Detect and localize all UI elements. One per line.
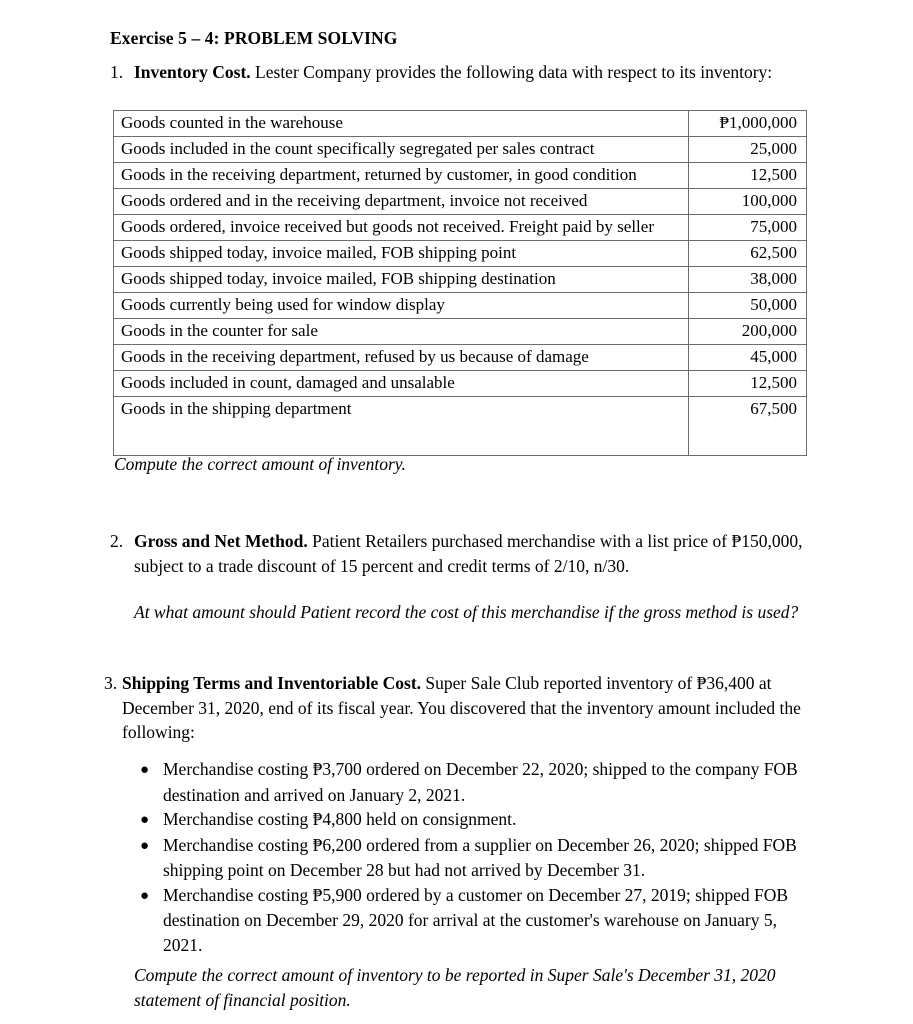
bullet-icon: ●: [140, 812, 150, 828]
row-label: Goods shipped today, invoice mailed, FOB shipping destination: [114, 267, 689, 293]
row-amount: 200,000: [689, 319, 807, 345]
table-row: [114, 189, 807, 215]
inventory-table-body: [114, 111, 807, 456]
inventory-data-table: [113, 110, 807, 456]
item-1-lead: Inventory Cost.: [134, 62, 251, 82]
item-3-bullet-list: [140, 757, 812, 957]
list-item: [140, 807, 812, 833]
row-amount: 100,000: [689, 189, 807, 215]
table-row: [114, 371, 807, 397]
table-row: [114, 397, 807, 456]
row-amount: 12,500: [689, 371, 807, 397]
row-amount: 67,500: [689, 397, 807, 456]
list-item-text: Merchandise costing ₱4,800 held on consignment.: [163, 809, 517, 829]
item-2-lead: Gross and Net Method.: [134, 531, 308, 551]
item-3-lead: Shipping Terms and Inventoriable Cost.: [122, 673, 422, 693]
item-1-text: Lester Company provides the following data with respect to its inventory:: [250, 62, 773, 82]
row-amount: 12,500: [689, 163, 807, 189]
row-amount: 75,000: [689, 215, 807, 241]
bullet-icon: ●: [140, 887, 150, 904]
item-2-text: Patient Retailers purchased merchandise with a list price of ₱150,000, subject to a trade discount of 15 percent and credit terms of 2/10, n/30.: [134, 531, 803, 576]
list-item: [140, 757, 812, 807]
row-amount: 50,000: [689, 293, 807, 319]
row-label: Goods in the receiving department, refused by us because of damage: [114, 345, 689, 371]
item-1-instruction: Compute the correct amount of inventory.: [114, 454, 406, 474]
problem-item-2: [110, 529, 825, 578]
item-1-number: 1.: [110, 62, 124, 82]
table-row: [114, 215, 807, 241]
row-label: Goods ordered and in the receiving department, invoice not received: [114, 189, 689, 215]
problem-item-1: [110, 60, 830, 84]
row-amount: 45,000: [689, 345, 807, 371]
row-amount: ₱1,000,000: [689, 111, 807, 137]
table-row: [114, 293, 807, 319]
problem-item-3: [104, 671, 828, 745]
row-amount: 25,000: [689, 137, 807, 163]
list-item-text: Merchandise costing ₱6,200 ordered from a supplier on December 26, 2020; shipped FOB shipping point on December 28 but had not arrived by December 31.: [163, 834, 797, 880]
table-row: [114, 319, 807, 345]
item-3-number: 3.: [104, 673, 118, 693]
bullet-icon: ●: [140, 762, 150, 778]
table-row: [114, 241, 807, 267]
item-3-instruction: Compute the correct amount of inventory to be reported in Super Sale's December 31, 2020 statement of financial position.: [134, 965, 776, 1010]
row-amount: 62,500: [689, 241, 807, 267]
item-3-text: Super Sale Club reported inventory of ₱36,400 at December 31, 2020, end of its fiscal year. You discovered that the inventory amount included the following:: [122, 673, 801, 742]
row-label: Goods shipped today, invoice mailed, FOB shipping point: [114, 241, 689, 267]
list-item-text: Merchandise costing ₱3,700 ordered on December 22, 2020; shipped to the company FOB destination and arrived on January 2, 2021.: [163, 759, 798, 805]
list-item-text: Merchandise costing ₱5,900 ordered by a customer on December 27, 2019; shipped FOB destination on December 29, 2020 for arrival at the customer's warehouse on January 5, 2021.: [163, 884, 789, 955]
table-row: [114, 137, 807, 163]
item-2-body: [110, 529, 825, 578]
list-item: [140, 833, 812, 883]
row-label: Goods included in the count specifically segregated per sales contract: [114, 137, 689, 163]
table-row: [114, 267, 807, 293]
table-row: [114, 111, 807, 137]
row-label: Goods included in count, damaged and unsalable: [114, 371, 689, 397]
table-row: [114, 163, 807, 189]
row-label: Goods in the receiving department, returned by customer, in good condition: [114, 163, 689, 189]
item-2-number: 2.: [110, 531, 124, 551]
exercise-heading: Exercise 5 – 4: PROBLEM SOLVING: [110, 28, 398, 48]
list-item: [140, 883, 812, 958]
row-label: Goods currently being used for window display: [114, 293, 689, 319]
bullet-icon: ●: [140, 837, 150, 854]
table-row: [114, 345, 807, 371]
row-label: Goods in the shipping department: [114, 397, 689, 456]
row-amount: 38,000: [689, 267, 807, 293]
row-label: Goods counted in the warehouse: [114, 111, 689, 137]
row-label: Goods in the counter for sale: [114, 319, 689, 345]
item-2-instruction: At what amount should Patient record the cost of this merchandise if the gross method is used?: [134, 602, 799, 622]
row-label: Goods ordered, invoice received but goods not received. Freight paid by seller: [114, 215, 689, 241]
